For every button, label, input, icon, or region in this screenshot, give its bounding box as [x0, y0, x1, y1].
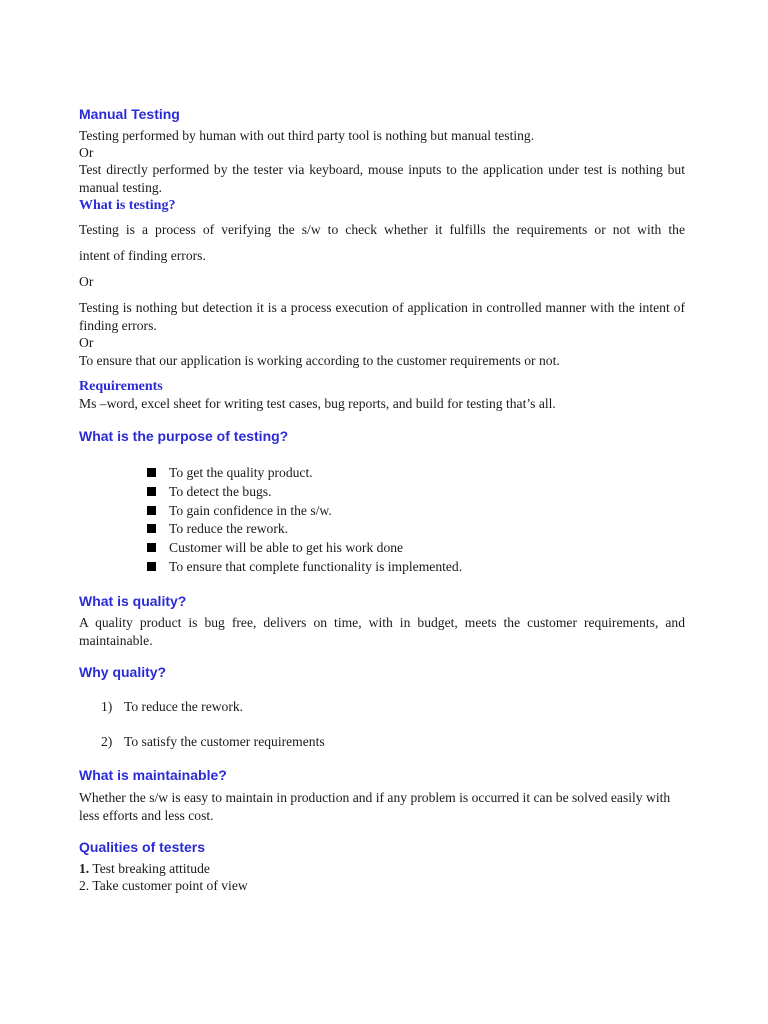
heading-manual-testing: Manual Testing: [79, 106, 180, 122]
quality-definition: A quality product is bug free, delivers on time, with in budget, meets the customer requirements, and maintainable.: [79, 615, 685, 648]
square-bullet-icon: [147, 543, 156, 552]
testing-definition-1a: Testing is a process of verifying the s/w to check whether it fulfills the requirements or not with the: [79, 222, 685, 237]
requirements-text: Ms –word, excel sheet for writing test cases, bug reports, and build for testing that’s all.: [79, 396, 556, 411]
square-bullet-icon: [147, 562, 156, 571]
heading-what-is-quality: What is quality?: [79, 593, 187, 609]
manual-testing-definition-1: Testing performed by human with out third party tool is nothing but manual testing.: [79, 128, 535, 143]
testing-definition-1b: intent of finding errors.: [79, 248, 206, 263]
list-item: 1. Test breaking attitude: [79, 861, 210, 876]
heading-requirements: Requirements: [79, 379, 163, 394]
heading-purpose-of-testing: What is the purpose of testing?: [79, 428, 289, 444]
square-bullet-icon: [147, 506, 156, 515]
heading-why-quality: Why quality?: [79, 664, 167, 680]
square-bullet-icon: [147, 468, 156, 477]
heading-what-is-maintainable: What is maintainable?: [79, 767, 227, 783]
list-item: 1) To reduce the rework.: [101, 699, 244, 714]
testing-definition-3: To ensure that our application is working according to the customer requirements or not.: [79, 353, 560, 368]
square-bullet-icon: [147, 524, 156, 533]
or-separator: Or: [79, 274, 94, 289]
testing-definition-2: Testing is nothing but detection it is a process execution of application in controlled manner with the intent of finding errors.: [79, 300, 685, 333]
square-bullet-icon: [147, 487, 156, 496]
heading-qualities-of-testers: Qualities of testers: [79, 839, 206, 855]
or-separator: Or: [79, 145, 94, 160]
or-separator: Or: [79, 335, 94, 350]
heading-what-is-testing: What is testing?: [79, 198, 176, 213]
list-item: 2) To satisfy the customer requirements: [101, 734, 325, 749]
document-page: Manual Testing Testing performed by human with out third party tool is nothing but manual testing. Or Test directly performed by the tester via keyboard, mouse inputs to the application under test is nothing but manual testing. What is testing? Testing is a process of verifying the s/w to check whether it fulfills the requirements or not with the intent of finding errors. Or Testing is nothing but detection it is a process execution of application in controlled manner with the intent of finding errors. Or To ensure that our application is working according to the customer requirements or not. Requirements Ms –word, excel sheet for writing test cases, bug reports, and build for testing that’s all. What is the purpose of testing? To get the quality product. To detect the bugs. To gain confidence in the s/w. To reduce the rework. Customer will be able to get his work done To ensure that complete functionality is implemented. What is quality? A quality product is bug free, delivers on time, with in budget, meets the customer requirements, and maintainable. Why quality? 1) To reduce the rework. 2) To satisfy the customer requirements What is maintainable? Whether the s/w is easy to maintain in production and if any problem is occurred it can be solved easily with less efforts and less cost. Qualities of testers 1. Test breaking attitude 2. Take customer point of view: [79, 106, 685, 893]
maintainable-definition: Whether the s/w is easy to maintain in production and if any problem is occurred it can be solved easily with less efforts and less cost.: [79, 790, 671, 823]
manual-testing-definition-2: Test directly performed by the tester via keyboard, mouse inputs to the application under test is nothing but manual testing.: [79, 162, 685, 195]
list-item: 2. Take customer point of view: [79, 878, 248, 893]
